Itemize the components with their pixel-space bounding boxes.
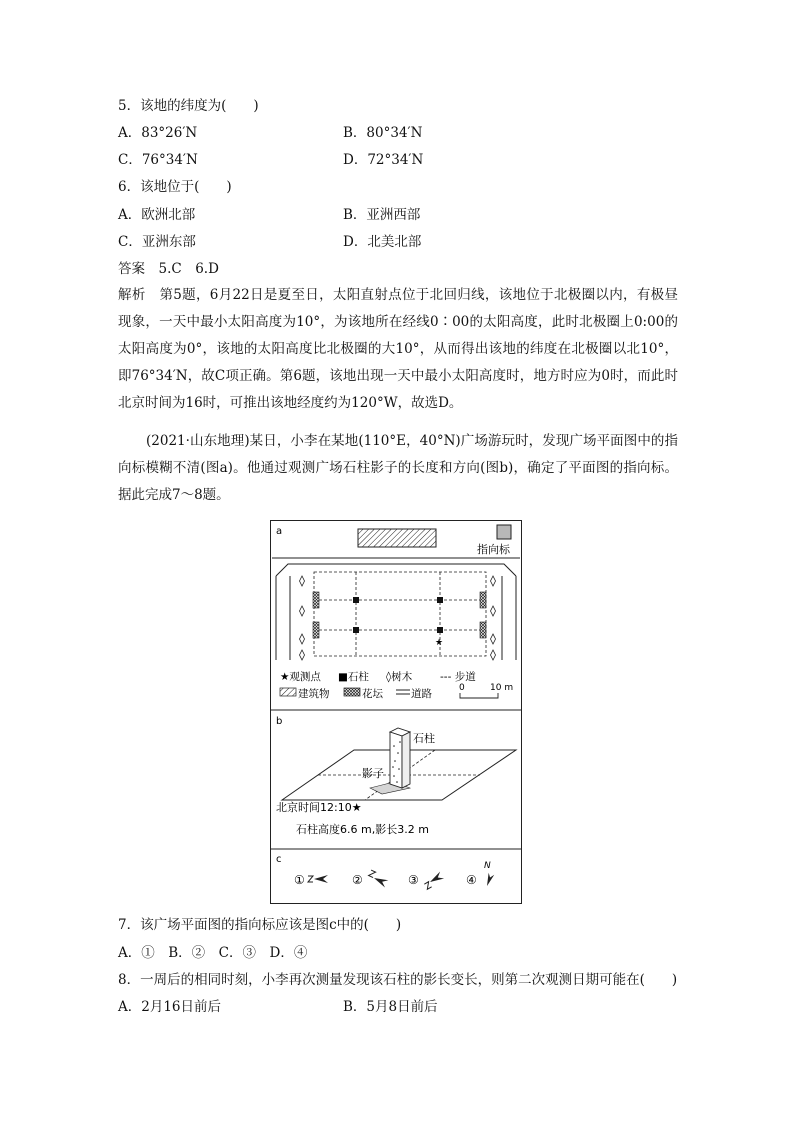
walkway-rect <box>314 572 486 656</box>
panel-a-label: a <box>276 526 283 537</box>
compass-option-4-label: ④ <box>466 873 477 887</box>
pillar-side <box>402 732 410 788</box>
legend-building: 建筑物 <box>298 688 330 700</box>
q6-option-b: B．亚洲西部 <box>343 207 421 223</box>
pillar <box>437 597 443 603</box>
shadow-label: 影子 <box>362 767 384 780</box>
pillar-label: 石柱 <box>413 732 435 745</box>
panel-b-label: b <box>276 716 283 727</box>
q8-option-b: B．5月8日前后 <box>343 999 438 1015</box>
answer: 答案 5.C 6.D <box>118 261 219 277</box>
observation-point-icon: ★ <box>435 638 444 648</box>
q8-option-a: A．2月16日前后 <box>118 999 222 1015</box>
q6-option-d: D．北美北部 <box>343 234 422 250</box>
pillar <box>437 627 443 633</box>
compass-option-4-north: N <box>484 861 491 871</box>
flowerbed <box>313 622 319 638</box>
flowerbed <box>480 622 486 638</box>
q7-stem: 7．该广场平面图的指向标应该是图c中的( ) <box>118 917 402 933</box>
q6-stem: 6．该地位于( ) <box>118 179 232 195</box>
compass-option-3-label: ③ <box>408 873 419 887</box>
flowerbed <box>313 592 319 608</box>
q6-option-a: A．欧洲北部 <box>118 207 196 223</box>
compass-option-4-icon <box>484 873 494 887</box>
pillar-front <box>390 732 402 788</box>
building <box>358 529 436 547</box>
q5-option-d: D．72°34′N <box>343 152 424 168</box>
figure-frame <box>271 521 522 904</box>
intro: (2021·山东地理)某日，小李在某地(110°E，40°N)广场游玩时，发现广场平面图中的指向标模糊不清(图a)。他通过观测广场石柱影子的长度和方向(图b)，确定了平面图的指向标。据此完成7～8题。 <box>118 433 678 503</box>
compass-option-1-icon <box>308 875 328 883</box>
legend-flowerbed-swatch <box>344 688 360 696</box>
compass-box <box>497 525 511 539</box>
q5-stem: 5．该地的纬度为( ) <box>118 98 259 114</box>
legend-flowerbed: 花坛 <box>362 688 383 700</box>
panel-c-label: c <box>276 854 282 865</box>
q8-stem: 8．一周后的相同时刻，小李再次测量发现该石柱的影长变长，则第二次观测日期可能在( ) <box>118 972 678 988</box>
panel-b-caption: 石柱高度6.6 m,影长3.2 m <box>296 823 429 836</box>
scale-zero: 0 <box>459 683 465 693</box>
road-inner <box>276 564 516 576</box>
q5-option-a: A．83°26′N <box>118 125 198 141</box>
legend-observe: ★观测点 <box>280 671 321 683</box>
trees-right <box>491 576 496 660</box>
intro-block <box>118 428 678 509</box>
trees-left <box>300 576 305 660</box>
figure <box>270 520 522 904</box>
analysis-block <box>118 282 678 417</box>
analysis: 解析 第5题，6月22日是夏至日，太阳直射点位于北回归线，该地位于北极圈以内，有极昼现象，一天中最小太阳高度为10°，为该地所在经线0∶00的太阳高度，此时北极圈上0:00的太阳高度为0°，该地的太阳高度比北极圈的大10°，从而得出该地的纬度在北极圈以北10°，即76°34′N，故C项正确。第6题，该地出现一天中最小太阳高度时，地方时应为0时，而此时北京时间为16时，可推出该地经度约为120°W，故选D。 <box>118 287 678 411</box>
flowerbed <box>480 592 486 608</box>
q5-option-b: B．80°34′N <box>343 125 423 141</box>
legend-pillar: ■石柱 <box>338 671 369 683</box>
q5-option-c: C．76°34′N <box>118 152 198 168</box>
compass-option-3-icon <box>423 872 445 890</box>
q6-option-c: C．亚洲东部 <box>118 234 196 250</box>
q7-options: A．① B．② C．③ D．④ <box>118 945 308 961</box>
legend-road: 道路 <box>411 688 432 700</box>
scale-bar <box>460 693 498 698</box>
compass-label: 指向标 <box>477 543 510 556</box>
legend-building-swatch <box>280 688 296 696</box>
legend-tree: ◊树木 <box>386 671 413 683</box>
compass-option-1-label: ① <box>294 873 305 887</box>
scale-ten: 10 m <box>490 683 514 693</box>
compass-option-2-icon <box>367 870 389 888</box>
pillar <box>353 627 359 633</box>
legend-walkway: --- 步道 <box>440 671 476 683</box>
time-label: 北京时间12:10★ <box>276 801 362 814</box>
compass-option-2-label: ② <box>352 873 363 887</box>
figure-svg <box>270 520 522 904</box>
pillar <box>353 597 359 603</box>
